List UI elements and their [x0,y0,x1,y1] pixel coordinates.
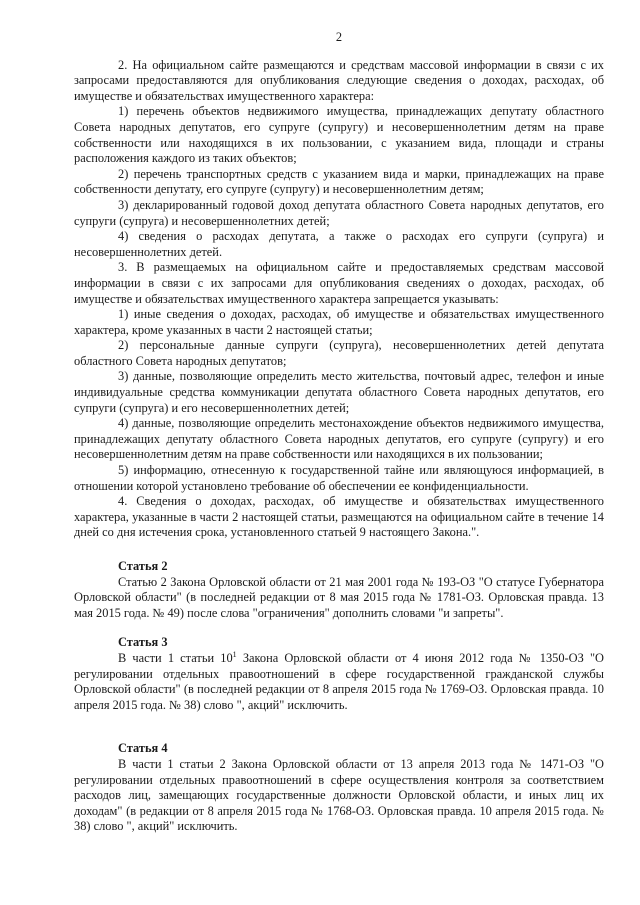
article-text: В части 1 статьи 2 Закона Орловской области от 13 апреля 2013 года № 1471-ОЗ "О регулировании отдельных правоотношений в сфере осуществления контроля за соответствием расходов лиц, замещающих государственные должности Орловской области, и иных лиц их доходам" (в редакции от 8 апреля 2015 года № 1768-ОЗ. Орловская правда. 10 апреля 2015 года. № 38) слово ", акций" исключить. [74,756,604,834]
article-4 [74,741,604,835]
article-heading: Статья 2 [118,559,168,573]
article-heading: Статья 3 [118,635,168,650]
article1-continuation [74,58,604,541]
superscript: 1 [232,649,237,659]
article-3 [74,635,604,713]
spacer [74,621,604,635]
paragraph: 4) сведения о расходах депутата, а также о расходах его супруги (супруга) и несовершеннолетних детей. [74,229,604,259]
article-text-part: В части 1 статьи 10 [118,650,233,665]
article-text-part: Закона Орловской области от 4 июня 2012 года № 1350-ОЗ "О регулировании отдельных правоотношений в сфере государственной гражданской службы Орловской области" (в последней редакции от 8 апреля 2015 года № 1769-ОЗ. Орловская правда. 10 апреля 2015 года. № 38) слово ", акций" исключить. [74,650,604,712]
spacer [74,713,604,741]
paragraph: 2) перечень транспортных средств с указанием вида и марки, принадлежащих на праве собственности депутату, его супруге (супругу) и несовершеннолетним детям; [74,166,604,197]
paragraph: 2) персональные данные супруги (супруга), несовершеннолетних детей депутата областного Совета народных депутатов; [74,338,604,368]
paragraph: 2. На официальном сайте размещаются и средствам массовой информации в связи с их запросами предоставляются для опубликования следующие сведения о доходах, расходах, об имуществе и обязательствах имущественного характера: [74,57,604,103]
paragraph: 3) данные, позволяющие определить место жительства, почтовый адрес, телефон и иные индивидуальные средства коммуникации депутата областного Совета народных депутатов, его супруги (супруга) и его несовершеннолетних детей; [74,369,604,415]
paragraph: 1) иные сведения о доходах, расходах, об имуществе и обязательствах имущественного характера, кроме указанных в части 2 настоящей статьи; [74,307,604,337]
page-number: 2 [335,30,343,44]
paragraph: 4) данные, позволяющие определить местонахождение объектов недвижимого имущества, принадлежащих депутату областного Совета народных депутатов, его супруге (супругу) и его несовершеннолетним детям на праве собственности или находящихся в их пользовании; [74,416,604,462]
paragraph: 4. Сведения о доходах, расходах, об имуществе и обязательствах имущественного характера, указанные в части 2 настоящей статьи, размещаются на официальном сайте в течение 14 дней со дня истечения срока, установленного статьей 9 настоящего Закона.". [74,494,604,540]
document-page [74,30,604,835]
paragraph: 5) информацию, отнесенную к государственной тайне или являющуюся информацией, в отношении которой установлено требование об обеспечении ее конфиденциальности. [74,463,604,493]
paragraph: 3) декларированный годовой доход депутата областного Совета народных депутатов, его супруги (супруга) и несовершеннолетних детей; [74,197,604,228]
article-text: Статью 2 Закона Орловской области от 21 мая 2001 года № 193-ОЗ "О статусе Губернатора Орловской области" (в последней редакции от 8 мая 2015 года № 1781-ОЗ. Орловская правда. 13 мая 2015 года. № 49) после слова "ограничения" дополнить словами "и запреты". [74,574,604,620]
paragraph: 1) перечень объектов недвижимого имущества, принадлежащих депутату областного Совета народных депутатов, его супруге (супругу) и несовершеннолетним детям на праве собственности или находящихся в их пользовании, с указанием вида, площади и страны расположения каждого из таких объектов; [74,104,604,166]
article-heading: Статья 4 [118,741,168,756]
paragraph: 3. В размещаемых на официальном сайте и предоставляемых средствам массовой информации в связи с их запросами для опубликования сведениях о доходах, расходах, об имуществе и обязательствах имущественного характера запрещается указывать: [74,260,604,306]
article-text [74,651,604,713]
article-2 [74,559,604,621]
spacer [74,541,604,559]
